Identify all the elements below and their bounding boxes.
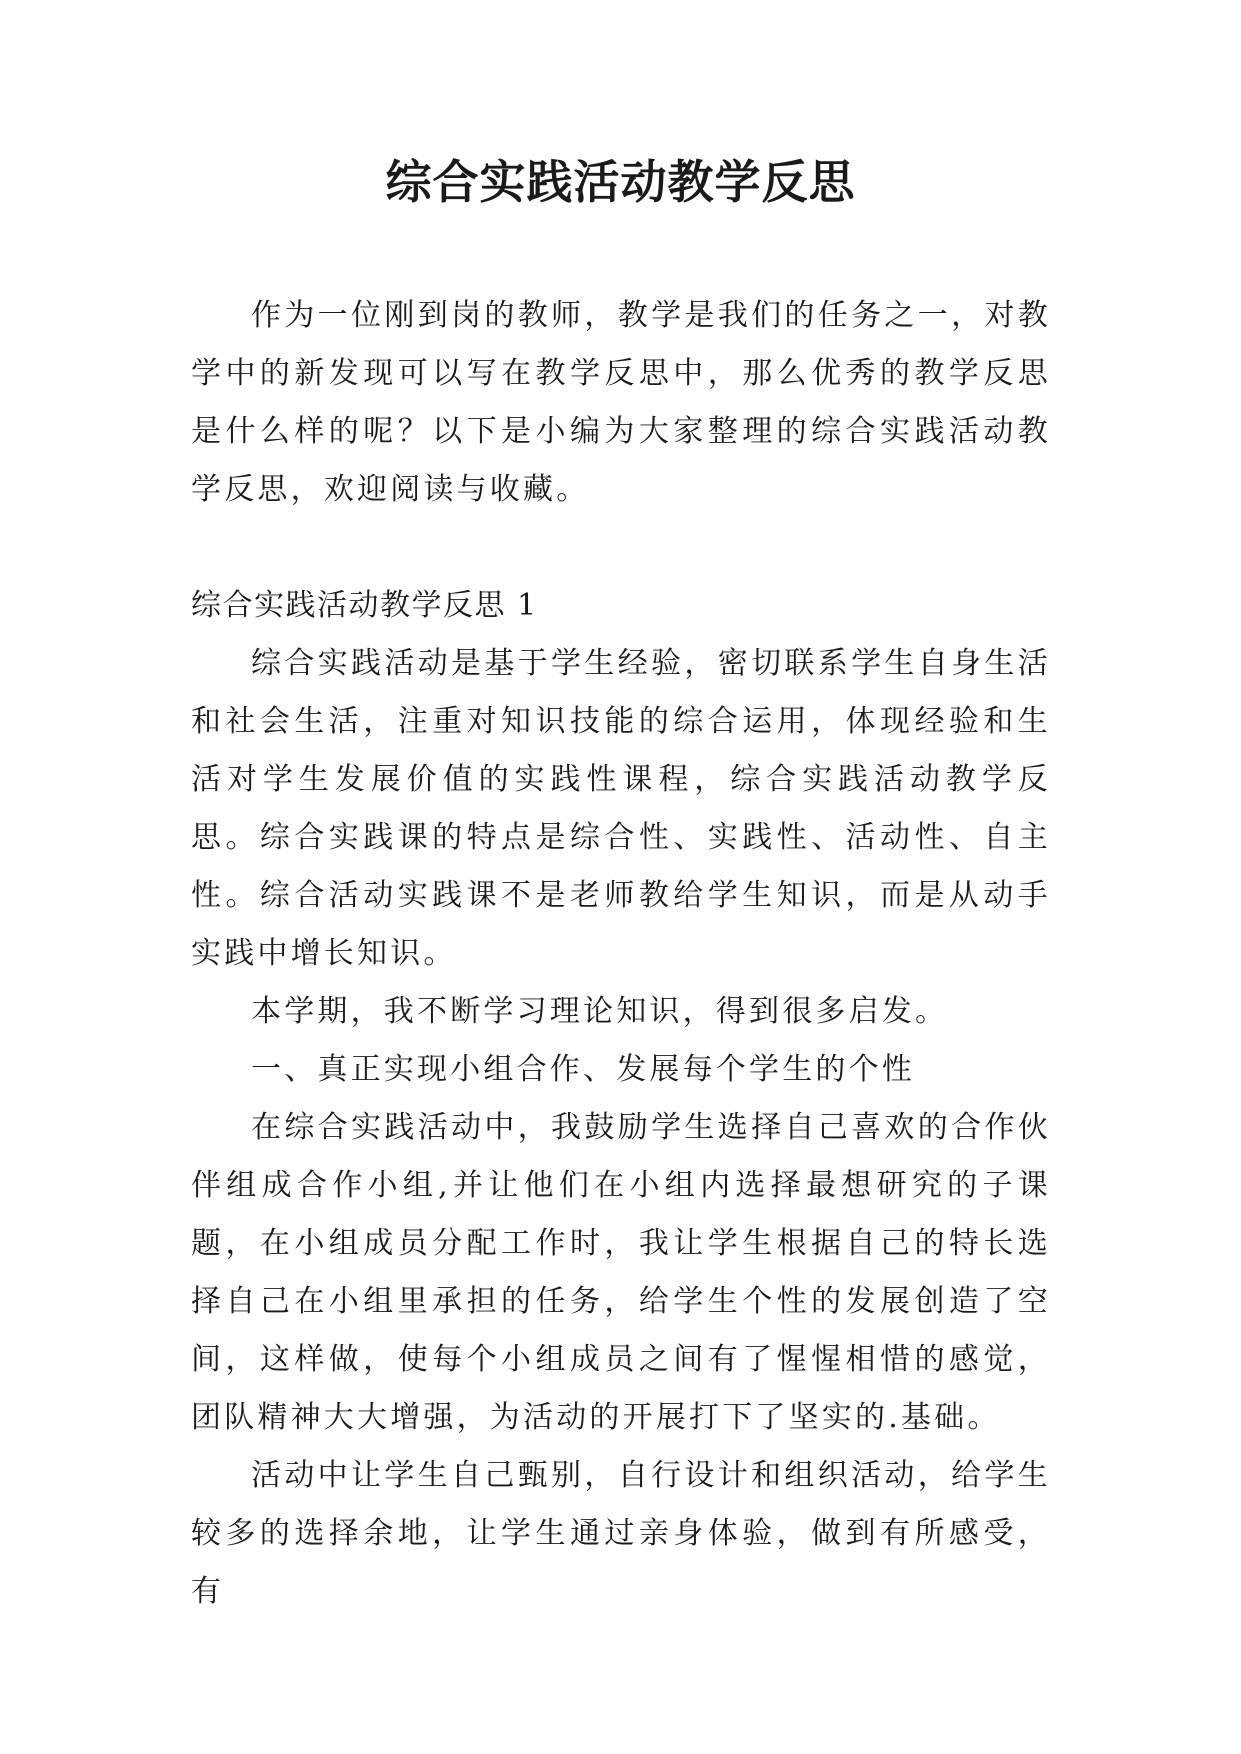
paragraph-spacer	[191, 519, 1051, 577]
body-paragraph: 在综合实践活动中，我鼓励学生选择自己喜欢的合作伙伴组成合作小组,并让他们在小组内选择最想研究的子课题，在小组成员分配工作时，我让学生根据自己的特长选择自己在小组里承担的任务，给学生个性的发展创造了空间，这样做，使每个小组成员之间有了惺惺相惜的感觉，团队精神大大增强，为活动的开展打下了坚实的.基础。	[191, 1110, 1051, 1435]
document-body	[191, 287, 1051, 1621]
intro-paragraph: 作为一位刚到岗的教师，教学是我们的任务之一，对教学中的新发现可以写在教学反思中，那么优秀的教学反思是什么样的呢？以下是小编为大家整理的综合实践活动教学反思，欢迎阅读与收藏。	[191, 298, 1051, 507]
body-paragraph: 本学期，我不断学习理论知识，得到很多启发。	[251, 994, 949, 1029]
subheading-paragraph: 一、真正实现小组合作、发展每个学生的个性	[251, 1052, 915, 1087]
body-paragraph: 综合实践活动是基于学生经验，密切联系学生自身生活和社会生活，注重对知识技能的综合运用，体现经验和生活对学生发展价值的实践性课程，综合实践活动教学反思。综合实践课的特点是综合性、实践性、活动性、自主性。综合活动实践课不是老师教给学生知识，而是从动手实践中增长知识。	[191, 646, 1051, 971]
document-title: 综合实践活动教学反思	[385, 155, 856, 209]
body-paragraph: 活动中让学生自己甄别，自行设计和组织活动，给学生较多的选择余地，让学生通过亲身体验，做到有所感受，有	[191, 1458, 1051, 1609]
section-title: 综合实践活动教学反思 1	[191, 588, 538, 623]
